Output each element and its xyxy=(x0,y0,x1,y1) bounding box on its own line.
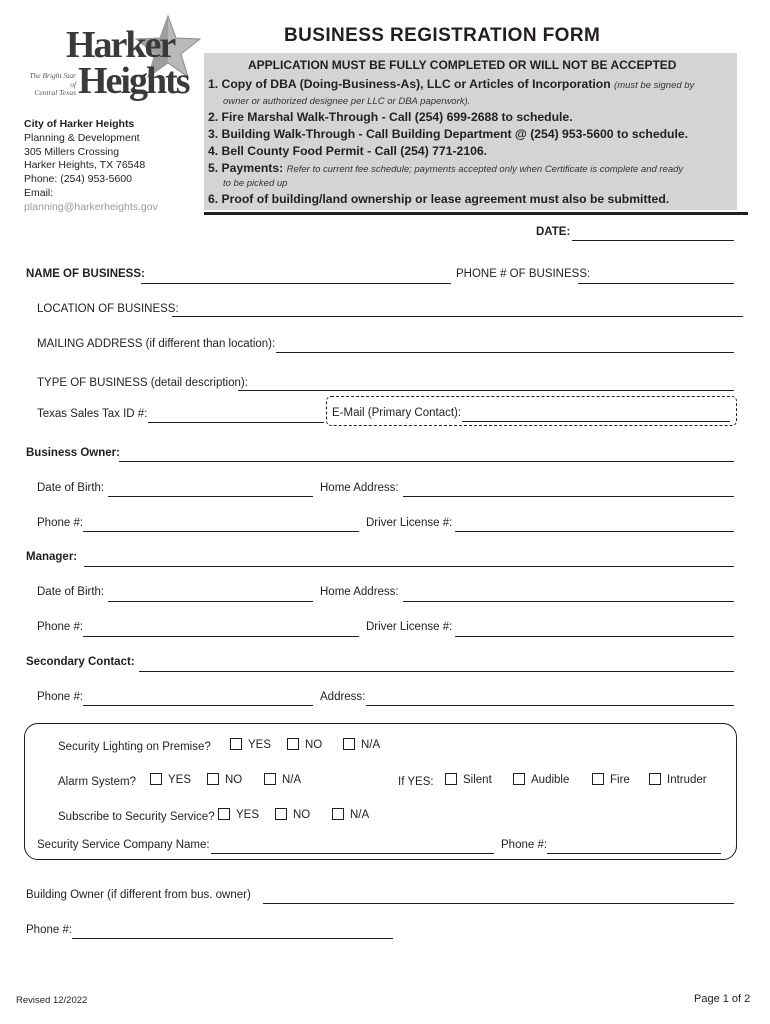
fire-label: Fire xyxy=(610,774,630,786)
location-field[interactable] xyxy=(172,316,743,317)
silent-label: Silent xyxy=(463,774,492,786)
security-company-label: Security Service Company Name: xyxy=(37,839,210,851)
manager-field[interactable] xyxy=(84,566,734,567)
requirement-1-note: (must be signed by xyxy=(614,80,695,91)
contact-street: 305 Millers Crossing xyxy=(24,145,120,158)
owner-dob-field[interactable] xyxy=(108,496,313,497)
alarm-yes-label: YES xyxy=(168,774,192,786)
logo-tagline xyxy=(22,72,76,98)
date-label: DATE: xyxy=(536,226,571,238)
fire-checkbox[interactable] xyxy=(592,773,604,785)
alarm-no-label: NO xyxy=(225,774,243,786)
manager-home-label: Home Address: xyxy=(320,586,399,598)
lighting-no-label: NO xyxy=(305,739,323,751)
owner-home-field[interactable] xyxy=(403,496,734,497)
building-owner-phone-label: Phone #: xyxy=(26,924,73,936)
revision-date: Revised 12/2022 xyxy=(16,995,88,1006)
manager-dl-field[interactable] xyxy=(455,636,734,637)
secondary-contact-label: Secondary Contact: xyxy=(26,656,135,668)
requirements-heading: APPLICATION MUST BE FULLY COMPLETED OR WILL NOT BE ACCEPTED xyxy=(248,58,677,72)
logo-word-heights: Heights xyxy=(78,60,189,102)
requirement-5-note-2: to be picked up xyxy=(223,178,288,189)
subscribe-yes-checkbox[interactable] xyxy=(218,808,230,820)
requirement-1-text: 1. Copy of DBA (Doing-Business-As), LLC or Articles of Incorporation xyxy=(208,77,611,91)
intruder-label: Intruder xyxy=(667,774,707,786)
location-label: LOCATION OF BUSINESS: xyxy=(37,303,179,315)
alarm-na-label: N/A xyxy=(282,774,302,786)
email-field[interactable] xyxy=(462,421,730,422)
tax-id-label: Texas Sales Tax ID #: xyxy=(37,408,148,420)
security-company-phone-label: Phone #: xyxy=(501,839,548,851)
business-phone-field[interactable] xyxy=(578,283,734,284)
lighting-na-checkbox[interactable] xyxy=(343,738,355,750)
building-owner-field[interactable] xyxy=(263,903,734,904)
building-owner-phone-field[interactable] xyxy=(72,938,393,939)
subscribe-security-label: Subscribe to Security Service? xyxy=(58,811,215,823)
contact-city: Harker Heights, TX 76548 xyxy=(24,159,146,172)
business-name-label: NAME OF BUSINESS: xyxy=(26,268,145,280)
alarm-no-checkbox[interactable] xyxy=(207,773,219,785)
subscribe-na-checkbox[interactable] xyxy=(332,808,344,820)
manager-dl-label: Driver License #: xyxy=(366,621,453,633)
requirement-6: 6. Proof of building/land ownership or lease agreement must also be submitted. xyxy=(208,192,670,206)
intruder-checkbox[interactable] xyxy=(649,773,661,785)
requirement-1 xyxy=(208,77,694,91)
owner-label: Business Owner: xyxy=(26,447,120,459)
owner-home-label: Home Address: xyxy=(320,482,399,494)
owner-field[interactable] xyxy=(119,461,734,462)
alarm-system-label: Alarm System? xyxy=(58,776,136,788)
page-title: BUSINESS REGISTRATION FORM xyxy=(284,25,601,46)
manager-label: Manager: xyxy=(26,551,78,563)
alarm-na-checkbox[interactable] xyxy=(264,773,276,785)
lighting-yes-label: YES xyxy=(248,739,272,751)
building-owner-label: Building Owner (if different from bus. owner) xyxy=(26,889,251,901)
tax-id-field[interactable] xyxy=(148,422,324,423)
lighting-no-checkbox[interactable] xyxy=(287,738,299,750)
logo xyxy=(22,14,202,114)
contact-phone: Phone: (254) 953-5600 xyxy=(24,173,132,186)
silent-checkbox[interactable] xyxy=(445,773,457,785)
requirement-5-note: Refer to current fee schedule; payments accepted only when Certificate is complete and ready xyxy=(286,164,684,175)
logo-word-harker: Harker xyxy=(66,24,175,66)
manager-phone-field[interactable] xyxy=(83,636,359,637)
mailing-address-field[interactable] xyxy=(276,352,734,353)
header-divider xyxy=(204,212,748,215)
if-yes-label: If YES: xyxy=(398,776,434,788)
contact-block xyxy=(24,118,194,215)
business-type-field[interactable] xyxy=(238,390,734,391)
secondary-address-field[interactable] xyxy=(366,705,734,706)
contact-dept: Planning & Development xyxy=(24,131,140,144)
business-name-field[interactable] xyxy=(141,283,451,284)
owner-dl-field[interactable] xyxy=(455,531,734,532)
audible-checkbox[interactable] xyxy=(513,773,525,785)
secondary-address-label: Address: xyxy=(320,691,366,703)
requirement-5 xyxy=(208,161,683,175)
lighting-yes-checkbox[interactable] xyxy=(230,738,242,750)
secondary-phone-field[interactable] xyxy=(83,705,313,706)
subscribe-no-checkbox[interactable] xyxy=(275,808,287,820)
secondary-contact-field[interactable] xyxy=(139,671,734,672)
manager-home-field[interactable] xyxy=(403,601,734,602)
requirement-1-note-2: owner or authorized designee per LLC or DBA paperwork). xyxy=(223,96,471,107)
owner-dl-label: Driver License #: xyxy=(366,517,453,529)
mailing-address-label: MAILING ADDRESS (if different than location): xyxy=(37,338,276,350)
security-company-field[interactable] xyxy=(211,853,494,854)
subscribe-yes-label: YES xyxy=(236,809,260,821)
business-phone-label: PHONE # OF BUSINESS: xyxy=(456,268,591,280)
contact-email[interactable]: planning@harkerheights.gov xyxy=(24,200,158,213)
tagline-line-2: Central Texas xyxy=(34,88,76,98)
alarm-yes-checkbox[interactable] xyxy=(150,773,162,785)
tagline-line-1: The Bright Star of xyxy=(29,71,76,89)
owner-phone-label: Phone #: xyxy=(37,517,84,529)
lighting-na-label: N/A xyxy=(361,739,381,751)
requirement-3: 3. Building Walk-Through - Call Building Department @ (254) 953-5600 to schedule. xyxy=(208,127,689,141)
manager-dob-label: Date of Birth: xyxy=(37,586,105,598)
date-field[interactable] xyxy=(572,240,734,241)
requirement-4: 4. Bell County Food Permit - Call (254) 771-2106. xyxy=(208,144,488,158)
contact-org: City of Harker Heights xyxy=(24,118,135,130)
manager-dob-field[interactable] xyxy=(108,601,313,602)
security-lighting-label: Security Lighting on Premise? xyxy=(58,741,211,753)
subscribe-na-label: N/A xyxy=(350,809,370,821)
audible-label: Audible xyxy=(531,774,570,786)
page-number: Page 1 of 2 xyxy=(694,993,751,1005)
business-type-label: TYPE OF BUSINESS (detail description): xyxy=(37,377,248,389)
manager-phone-label: Phone #: xyxy=(37,621,84,633)
owner-dob-label: Date of Birth: xyxy=(37,482,105,494)
subscribe-no-label: NO xyxy=(293,809,311,821)
security-company-phone-field[interactable] xyxy=(547,853,721,854)
secondary-phone-label: Phone #: xyxy=(37,691,84,703)
owner-phone-field[interactable] xyxy=(83,531,359,532)
contact-email-label: Email: xyxy=(24,186,54,199)
requirement-5-text: 5. Payments: xyxy=(208,161,284,175)
requirement-2: 2. Fire Marshal Walk-Through - Call (254) 699-2688 to schedule. xyxy=(208,110,573,124)
email-label: E-Mail (Primary Contact): xyxy=(332,407,462,419)
